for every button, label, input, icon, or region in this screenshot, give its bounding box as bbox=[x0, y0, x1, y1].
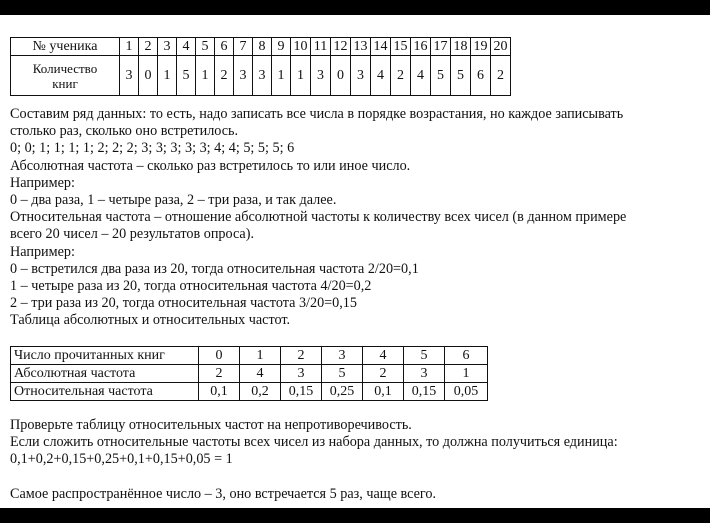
table-cell: 0,1 bbox=[363, 383, 404, 401]
table-cell: 6 bbox=[471, 56, 491, 96]
text-line: всего 20 чисел – 20 результатов опроса). bbox=[10, 226, 254, 243]
table-cell: 4 bbox=[371, 56, 391, 96]
table-cell: 1 bbox=[240, 347, 281, 365]
table-cell: 2 bbox=[215, 56, 234, 96]
table-cell: 0,2 bbox=[240, 383, 281, 401]
final-line: Самое распространённое число – 3, оно встречается 5 раз, чаще всего. bbox=[10, 485, 437, 502]
table-cell: 0,15 bbox=[281, 383, 322, 401]
table-cell: 5 bbox=[196, 38, 215, 56]
table-header-cell: Относительная частота bbox=[11, 383, 199, 401]
table-cell: 3 bbox=[253, 56, 272, 96]
text-line: Абсолютная частота – сколько раз встретилось то или иное число. bbox=[10, 157, 411, 174]
table-cell: 0,05 bbox=[445, 383, 488, 401]
table-cell: 4 bbox=[411, 56, 431, 96]
text-line: Проверьте таблицу относительных частот на непротиворечивость. bbox=[10, 417, 412, 433]
sum-line: 0,1+0,2+0,15+0,25+0,1+0,15+0,05 = 1 bbox=[10, 451, 233, 468]
table-cell: 2 bbox=[491, 56, 511, 96]
conclusion-text bbox=[10, 417, 700, 503]
table-row bbox=[11, 347, 488, 365]
table-cell: 0,25 bbox=[322, 383, 363, 401]
table-cell: 11 bbox=[311, 38, 331, 56]
table-cell: 0,1 bbox=[199, 383, 240, 401]
table-cell: 15 bbox=[391, 38, 411, 56]
table-cell: 2 bbox=[363, 365, 404, 383]
table-caption: Таблица абсолютных и относительных частот. bbox=[10, 312, 291, 329]
table-cell: 3 bbox=[158, 38, 177, 56]
table-cell: 1 bbox=[445, 365, 488, 383]
table-cell: 0 bbox=[331, 56, 351, 96]
student-books-table bbox=[10, 37, 511, 96]
table-cell: 4 bbox=[240, 365, 281, 383]
explanation-text bbox=[10, 106, 700, 330]
table-cell: 10 bbox=[291, 38, 311, 56]
table-cell: 3 bbox=[120, 56, 139, 96]
table-cell: 6 bbox=[445, 347, 488, 365]
frequency-table bbox=[10, 346, 488, 401]
table-cell: 4 bbox=[363, 347, 404, 365]
table-cell: 1 bbox=[291, 56, 311, 96]
table-cell: 3 bbox=[234, 56, 253, 96]
table-cell: 2 bbox=[139, 38, 158, 56]
table-cell: 5 bbox=[177, 56, 196, 96]
table-cell: 2 bbox=[391, 56, 411, 96]
table-cell: 2 bbox=[281, 347, 322, 365]
table-cell: 1 bbox=[196, 56, 215, 96]
table-cell: 2 bbox=[199, 365, 240, 383]
table-cell: 19 bbox=[471, 38, 491, 56]
text-line: Например: bbox=[10, 174, 75, 191]
table-cell: 4 bbox=[177, 38, 196, 56]
table-cell: 0 bbox=[139, 56, 158, 96]
text-line: 1 – четыре раза из 20, тогда относительная частота 4/20=0,2 bbox=[10, 278, 372, 295]
table-cell: 18 bbox=[451, 38, 471, 56]
table-cell: 3 bbox=[404, 365, 445, 383]
table-cell: 12 bbox=[331, 38, 351, 56]
spacer bbox=[10, 469, 700, 486]
document-page bbox=[0, 15, 710, 508]
table-cell: 7 bbox=[234, 38, 253, 56]
table-cell: 1 bbox=[158, 56, 177, 96]
table-cell: 14 bbox=[371, 38, 391, 56]
table-header-cell: Число прочитанных книг bbox=[11, 347, 199, 365]
data-series-line: 0; 0; 1; 1; 1; 1; 2; 2; 2; 3; 3; 3; 3; 3; 4; 4; 5; 5; 5; 6 bbox=[10, 140, 295, 157]
table-row bbox=[11, 383, 488, 401]
table-cell: 17 bbox=[431, 38, 451, 56]
table-cell: 0 bbox=[199, 347, 240, 365]
table-cell: 13 bbox=[351, 38, 371, 56]
table-cell: 5 bbox=[431, 56, 451, 96]
table-cell: 3 bbox=[322, 347, 363, 365]
table-cell: 5 bbox=[322, 365, 363, 383]
table-cell: 9 bbox=[272, 38, 291, 56]
table-cell: 16 bbox=[411, 38, 431, 56]
table-cell: 6 bbox=[215, 38, 234, 56]
table-row bbox=[11, 38, 511, 56]
table-cell: 3 bbox=[351, 56, 371, 96]
text-line: 0 – два раза, 1 – четыре раза, 2 – три раза, и так далее. bbox=[10, 192, 337, 209]
table-header-cell: № ученика bbox=[11, 38, 120, 56]
table-cell: 5 bbox=[451, 56, 471, 96]
row-label-line: книг bbox=[52, 75, 78, 91]
table-cell: 5 bbox=[404, 347, 445, 365]
text-line: 0 – встретился два раза из 20, тогда относительная частота 2/20=0,1 bbox=[10, 260, 419, 277]
table-cell: 1 bbox=[272, 56, 291, 96]
table-header-cell bbox=[11, 56, 120, 96]
table-cell: 3 bbox=[311, 56, 331, 96]
table-row bbox=[11, 56, 511, 96]
text-line: 2 – три раза из 20, тогда относительная частота 3/20=0,15 bbox=[10, 295, 357, 312]
row-label-line: Количество bbox=[32, 60, 98, 76]
text-line: столько раз, сколько оно встретилось. bbox=[10, 123, 239, 140]
table-cell: 3 bbox=[281, 365, 322, 383]
table-header-cell: Абсолютная частота bbox=[11, 365, 199, 383]
text-line: Например: bbox=[10, 243, 75, 260]
table-cell: 0,15 bbox=[404, 383, 445, 401]
text-line: Относительная частота – отношение абсолютной частоты к количеству всех чисел (в данном примере bbox=[10, 209, 627, 226]
table-cell: 20 bbox=[491, 38, 511, 56]
table-cell: 1 bbox=[120, 38, 139, 56]
text-line: Если сложить относительные частоты всех чисел из набора данных, то должна получиться единица: bbox=[10, 434, 618, 451]
table-cell: 8 bbox=[253, 38, 272, 56]
table-row bbox=[11, 365, 488, 383]
text-line: Составим ряд данных: то есть, надо записать все числа в порядке возрастания, но каждое записывать bbox=[10, 106, 624, 122]
